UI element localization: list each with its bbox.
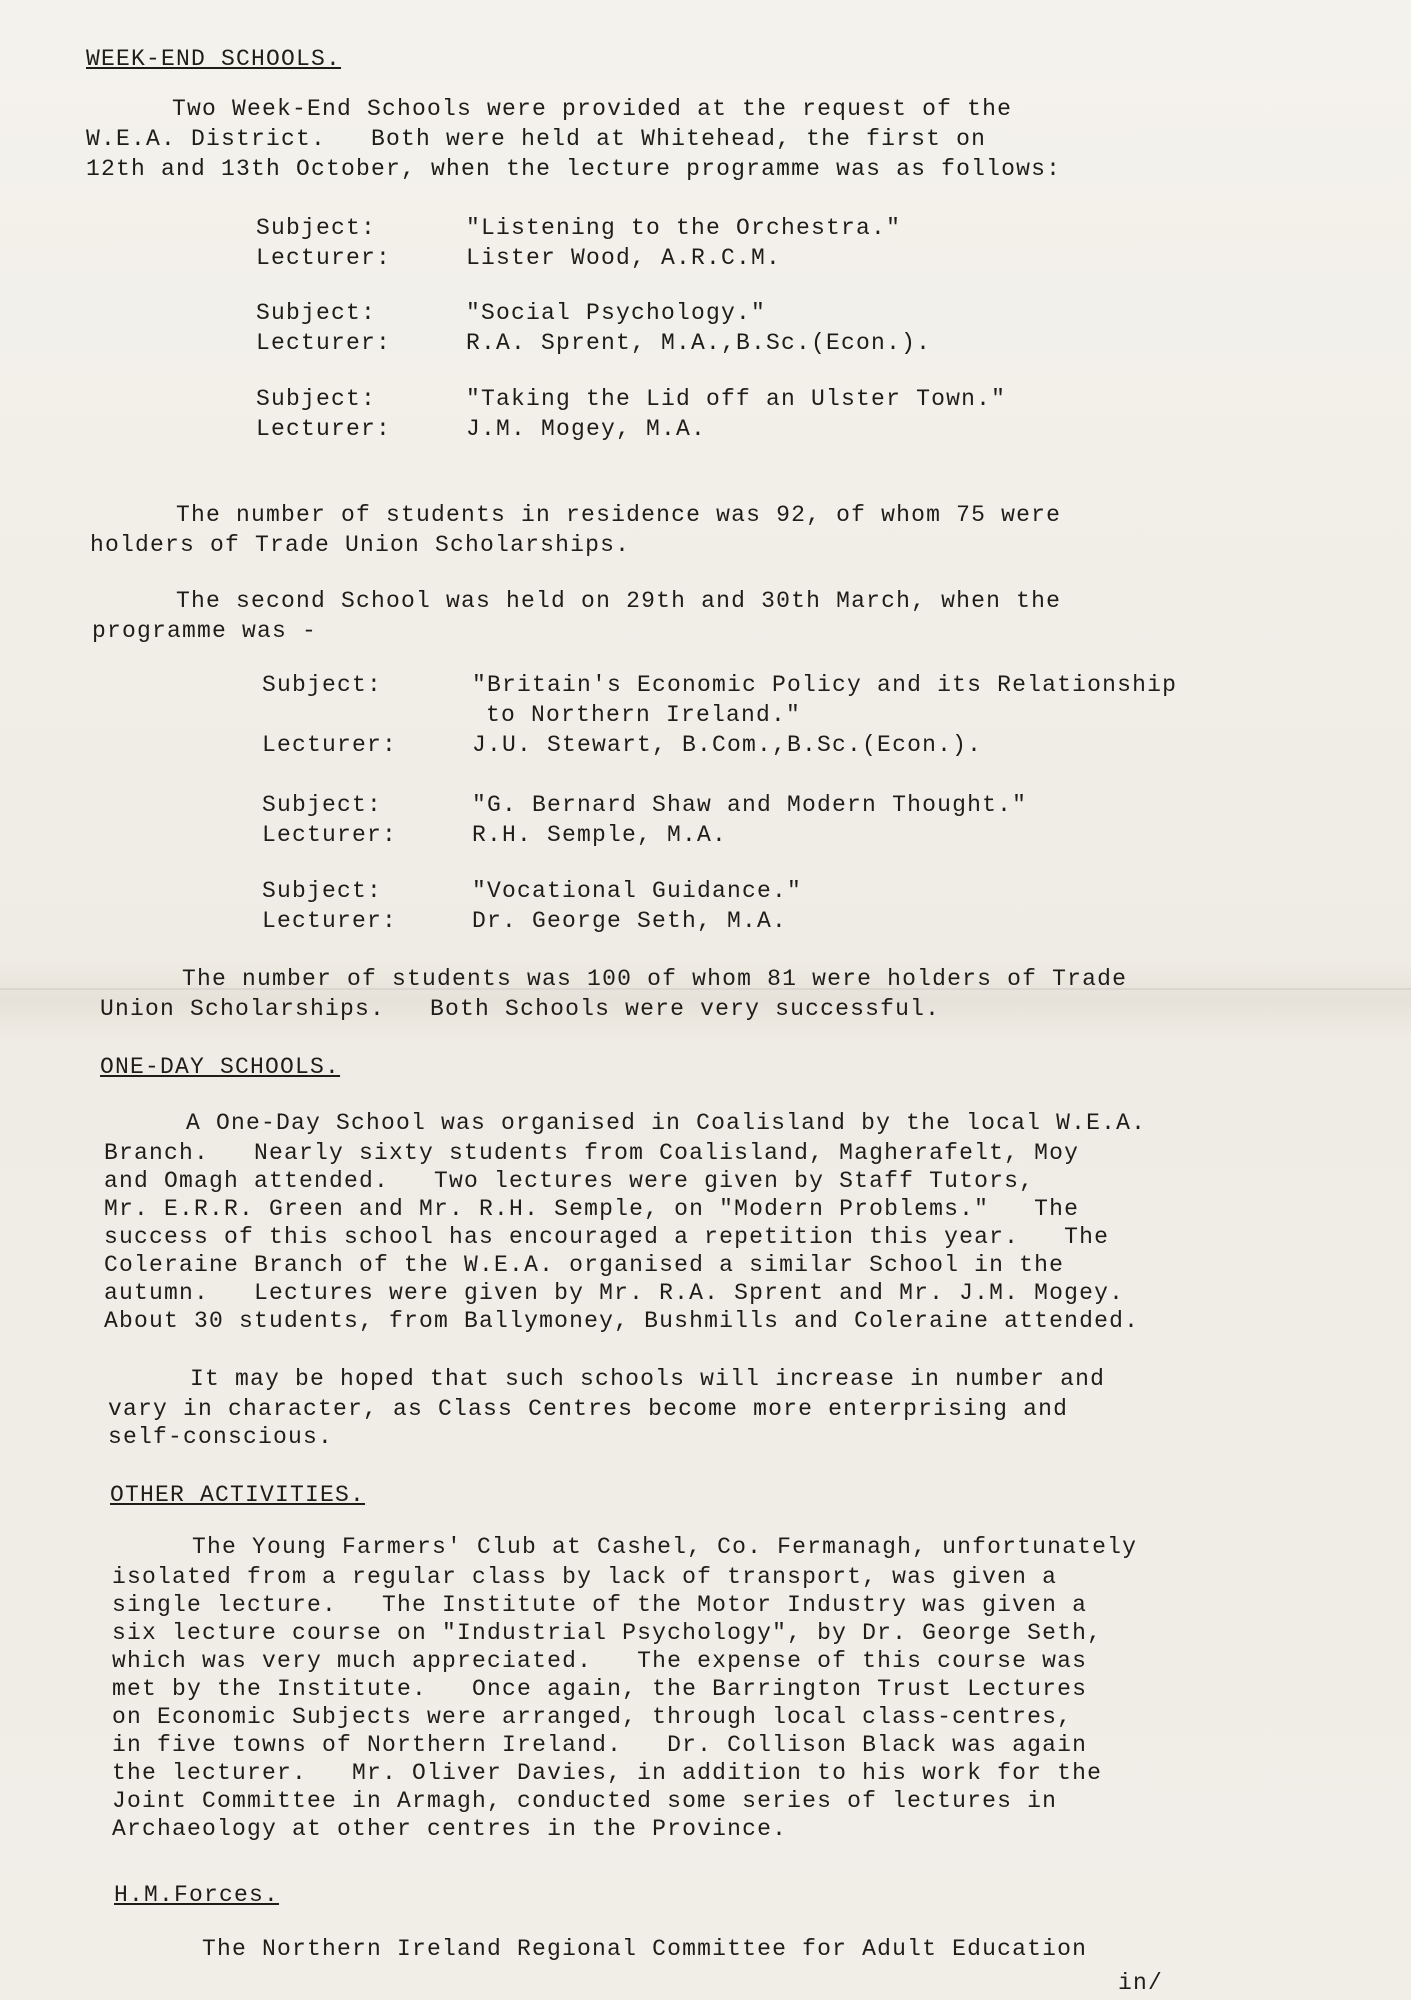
weekend-intro-line-3: 12th and 13th October, when the lecture programme was as follows: [86, 156, 1062, 182]
forces-line: The Northern Ireland Regional Committee for Adult Education [202, 1936, 1088, 1962]
other-para-line-11: Archaeology at other centres in the Province. [112, 1816, 788, 1842]
catchword: in/ [1118, 1970, 1164, 1996]
other-heading: OTHER ACTIVITIES. [110, 1482, 366, 1508]
oneday-para1-line-2: Branch. Nearly sixty students from Coalisland, Magherafelt, Moy [104, 1140, 1080, 1166]
programme1-item-2-subject: Subject: "Social Psychology." [256, 300, 767, 326]
oneday-para1-line-7: autumn. Lectures were given by Mr. R.A. Sprent and Mr. J.M. Mogey. [104, 1280, 1125, 1306]
oneday-para2-line-2: vary in character, as Class Centres become more enterprising and [108, 1396, 1069, 1422]
weekend-heading: WEEK-END SCHOOLS. [86, 46, 342, 72]
forces-heading: H.M.Forces. [114, 1882, 280, 1908]
oneday-heading: ONE-DAY SCHOOLS. [100, 1054, 341, 1080]
programme1-item-1-subject: Subject: "Listening to the Orchestra." [256, 215, 902, 241]
other-para-line-8: in five towns of Northern Ireland. Dr. Collison Black was again [112, 1732, 1088, 1758]
programme2-item-2-lecturer: Lecturer: R.H. Semple, M.A. [262, 822, 728, 848]
programme2-item-3-lecturer: Lecturer: Dr. George Seth, M.A. [262, 908, 788, 934]
weekend-closing-line-1: The number of students was 100 of whom 81 were holders of Trade [182, 966, 1128, 992]
second-intro-line-2: programme was - [92, 618, 318, 644]
programme1-item-3-subject: Subject: "Taking the Lid off an Ulster Town." [256, 386, 1007, 412]
other-para-line-7: on Economic Subjects were arranged, through local class-centres, [112, 1704, 1073, 1730]
other-para-line-6: met by the Institute. Once again, the Barrington Trust Lectures [112, 1676, 1088, 1702]
programme2-item-2-subject: Subject: "G. Bernard Shaw and Modern Thought." [262, 792, 1028, 818]
residence-line-1: The number of students in residence was 92, of whom 75 were [176, 502, 1062, 528]
residence-line-2: holders of Trade Union Scholarships. [90, 532, 631, 558]
oneday-para1-line-6: Coleraine Branch of the W.E.A. organised a similar School in the [104, 1252, 1065, 1278]
other-para-line-5: which was very much appreciated. The expense of this course was [112, 1648, 1088, 1674]
programme1-item-1-lecturer: Lecturer: Lister Wood, A.R.C.M. [256, 245, 782, 271]
programme2-item-3-subject: Subject: "Vocational Guidance." [262, 878, 803, 904]
other-para-line-9: the lecturer. Mr. Oliver Davies, in addition to his work for the [112, 1760, 1103, 1786]
other-para-line-4: six lecture course on "Industrial Psychology", by Dr. George Seth, [112, 1620, 1103, 1646]
programme1-item-2-lecturer: Lecturer: R.A. Sprent, M.A.,B.Sc.(Econ.). [256, 330, 932, 356]
other-para-line-3: single lecture. The Institute of the Motor Industry was given a [112, 1592, 1088, 1618]
other-para-line-2: isolated from a regular class by lack of transport, was given a [112, 1564, 1058, 1590]
oneday-para1-line-3: and Omagh attended. Two lectures were given by Staff Tutors, [104, 1168, 1035, 1194]
oneday-para1-line-8: About 30 students, from Ballymoney, Bushmills and Coleraine attended. [104, 1308, 1140, 1334]
oneday-para1-line-1: A One-Day School was organised in Coalisland by the local W.E.A. [186, 1110, 1147, 1136]
programme2-item-1-subject-cont: to Northern Ireland." [486, 702, 802, 728]
oneday-para1-line-4: Mr. E.R.R. Green and Mr. R.H. Semple, on "Modern Problems." The [104, 1196, 1080, 1222]
other-para-line-1: The Young Farmers' Club at Cashel, Co. Fermanagh, unfortunately [192, 1534, 1138, 1560]
oneday-para2-line-1: It may be hoped that such schools will increase in number and [190, 1366, 1106, 1392]
other-para-line-10: Joint Committee in Armagh, conducted some series of lectures in [112, 1788, 1058, 1814]
programme2-item-1-lecturer: Lecturer: J.U. Stewart, B.Com.,B.Sc.(Econ.). [262, 732, 983, 758]
second-intro-line-1: The second School was held on 29th and 30th March, when the [176, 588, 1062, 614]
oneday-para1-line-5: success of this school has encouraged a repetition this year. The [104, 1224, 1110, 1250]
programme1-item-3-lecturer: Lecturer: J.M. Mogey, M.A. [256, 416, 707, 442]
weekend-closing-line-2: Union Scholarships. Both Schools were very successful. [100, 996, 941, 1022]
weekend-intro-line-2: W.E.A. District. Both were held at Whitehead, the first on [86, 126, 987, 152]
oneday-para2-line-3: self-conscious. [108, 1424, 334, 1450]
weekend-intro-line-1: Two Week-End Schools were provided at the request of the [172, 96, 1013, 122]
programme2-item-1-subject: Subject: "Britain's Economic Policy and its Relationship [262, 672, 1178, 698]
